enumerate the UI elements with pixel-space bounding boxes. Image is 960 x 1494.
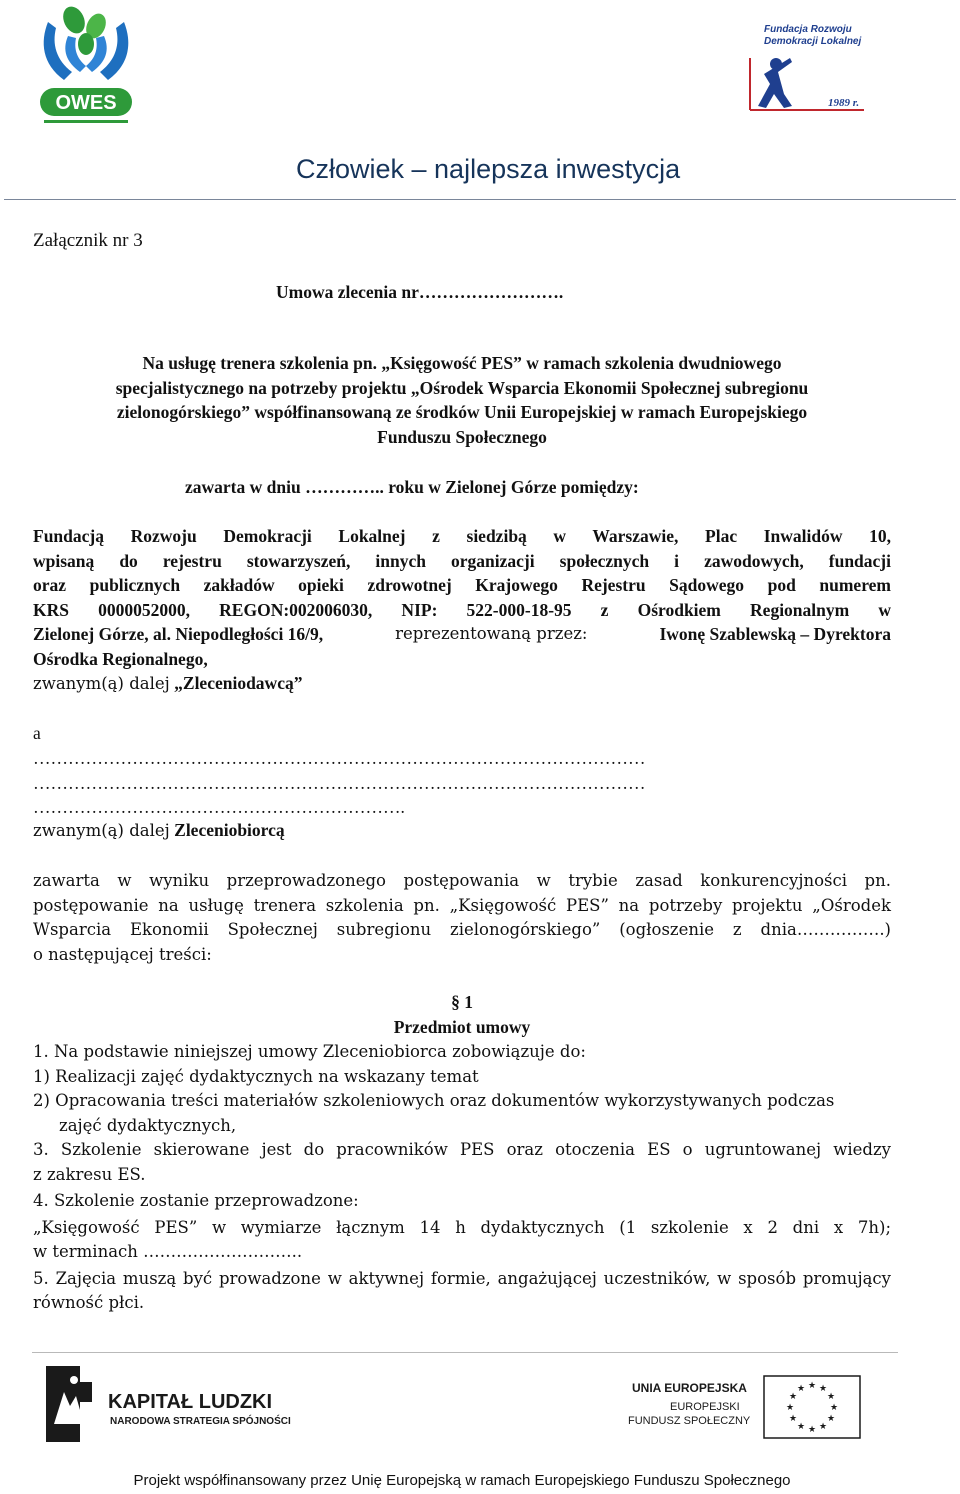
svg-text:★: ★ [818,1384,828,1394]
represented-name-cont: Ośrodka Regionalnego, [33,648,208,669]
list-item-cont: z zakresu ES. [33,1164,146,1184]
owes-logo [34,2,138,130]
subject-line: Funduszu Społecznego [377,426,547,447]
svg-text:★: ★ [818,1422,828,1432]
list-item: 4. Szkolenie zostanie przeprowadzone: [33,1191,359,1210]
list-item-detail: w terminach ……………………….. [33,1242,303,1261]
header-title: Człowiek – najlepsza inwestycja [296,154,681,184]
party1-called-line [33,671,891,697]
svg-text:UNIA EUROPEJSKA: UNIA EUROPEJSKA [632,1381,747,1395]
section-title: Przedmiot umowy [393,1017,531,1037]
svg-text:Fundacja Rozwoju: Fundacja Rozwoju [764,24,852,35]
svg-text:Demokracji Lokalnej: Demokracji Lokalnej [764,36,862,47]
represented-label: reprezentowaną przez: [395,624,588,643]
party1-represent-line [33,622,891,647]
party1-line: KRS 0000052000, REGON:002006030, NIP: 522-000-18-95 z Ośrodkiem Regionalnym w [33,599,891,620]
list-item: 2) Opracowania treści materiałów szkoleniowych oraz dokumentów wykorzystywanych podczas [33,1091,835,1110]
result-line: zawarta w wyniku przeprowadzonego postępowania w trybie zasad konkurencyjności pn. [33,871,891,890]
subject-line: zielonogórskiego” współfinansowaną ze środków Unii Europejskiej w ramach Europejskiego [116,402,808,422]
party2-called-line [33,818,891,844]
list-item-detail: „Księgowość PES” w wymiarze łącznym 14 h dydaktycznych (1 szkolenie x 2 dni x 7h); [33,1217,891,1237]
party1-block [33,524,891,697]
party2-dots-2: …………………………………………………………………………………………… [33,773,646,793]
frdl-logo [744,18,868,114]
result-block [33,869,891,967]
svg-text:★: ★ [826,1414,836,1424]
party1-line: oraz publicznych zakładów opieki zdrowotnej Krajowego Rejestru Sądowego pod numerem [33,575,891,595]
list-item: 3. Szkolenie skierowane jest do pracowników PES oraz otoczenia ES o ugruntowanej wiedzy [33,1140,891,1159]
called-label: zwanym(ą) dalej [33,821,170,840]
svg-text:NARODOWA STRATEGIA SPÓJNOŚCI: NARODOWA STRATEGIA SPÓJNOŚCI [110,1416,291,1427]
result-line: postępowanie na usługę trenera szkolenia pn. „Księgowość PES” na potrzeby projektu „Ośrodek [33,895,891,915]
subject-line: specjalistycznego na potrzeby projektu „Ośrodek Wsparcia Ekonomii Społecznej subregionu [115,377,809,398]
result-line: Wsparcia Ekonomii Społecznej subregionu zielonogórskiego” (ogłoszenie z dnia…………….) [33,920,891,939]
and-label: a [33,723,41,743]
header-divider [4,199,956,200]
party2-dots-1: …………………………………………………………………………………………… [33,748,646,768]
party1-line: Fundacją Rozwoju Demokracji Lokalnej z siedzibą w Warszawie, Plac Inwalidów 10, [33,526,891,546]
svg-text:★: ★ [796,1384,806,1394]
items-block [33,1040,891,1316]
svg-text:★: ★ [788,1414,798,1424]
footer-text: Projekt współfinansowany przez Unię Europejską w ramach Europejskiego Funduszu Społecznego [133,1472,791,1489]
svg-text:★: ★ [785,1403,795,1413]
eu-logo [624,1374,864,1440]
called-party1: „Zleceniodawcą” [174,673,303,693]
svg-text:FUNDUSZ SPOŁECZNY: FUNDUSZ SPOŁECZNY [628,1415,751,1427]
concluded-line: zawarta w dniu ………….. roku w Zielonej Górze pomiędzy: [185,477,639,497]
party1-address: Zielonej Górze, al. Niepodległości 16/9, [33,624,324,644]
contract-title: Umowa zlecenia nr……………………. [276,282,564,302]
svg-text:★: ★ [829,1403,839,1413]
svg-text:★: ★ [796,1422,806,1432]
svg-text:KAPITAŁ LUDZKI: KAPITAŁ LUDZKI [108,1391,273,1413]
annex-label: Załącznik nr 3 [33,230,143,251]
subject-line: Na usługę trenera szkolenia pn. „Księgowość PES” w ramach szkolenia dwudniowego [142,353,782,373]
result-line: o następującej treści: [33,944,212,964]
svg-text:OWES: OWES [55,92,117,114]
svg-text:1989 r.: 1989 r. [828,97,860,109]
list-item: 1) Realizacji zajęć dydaktycznych na wskazany temat [33,1066,479,1086]
party1-line: wpisaną do rejestru stowarzyszeń, innych organizacji społecznych i zawodowych, fundacji [33,550,891,571]
svg-text:★: ★ [826,1392,836,1402]
represented-name: Iwonę Szablewską – Dyrektora [659,624,891,644]
kapital-ludzki-logo [40,1362,300,1446]
svg-text:★: ★ [807,1381,817,1391]
footer-divider [32,1352,898,1353]
contract-subject [33,351,891,449]
list-item: 5. Zajęcia muszą być prowadzone w aktywnej formie, angażującej uczestników, w sposób promujący [33,1268,891,1288]
called-party2: Zleceniobiorcą [174,820,285,840]
party2-dots-3: ………………………………………………………. [33,797,405,817]
svg-text:★: ★ [788,1392,798,1402]
list-item: 1. Na podstawie niniejszej umowy Zleceniobiorca zobowiązuje do: [33,1042,586,1061]
svg-text:★: ★ [807,1425,817,1435]
list-item-cont: równość płci. [33,1293,145,1312]
section-mark: § 1 [451,992,473,1012]
called-label: zwanym(ą) dalej [33,674,170,693]
svg-text:EUROPEJSKI: EUROPEJSKI [670,1401,740,1413]
list-item-cont: zajęć dydaktycznych, [59,1115,237,1135]
